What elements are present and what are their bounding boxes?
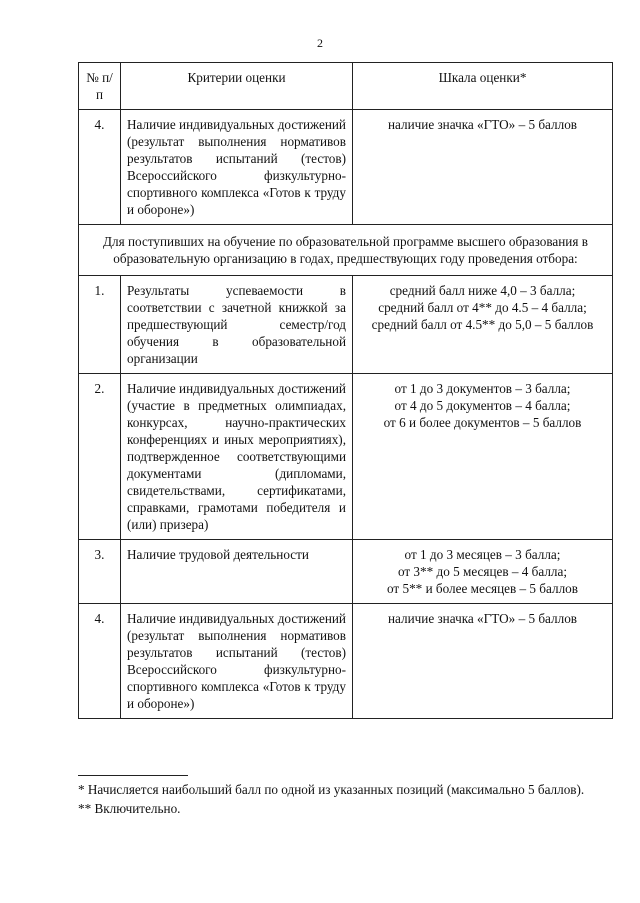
scale-line: средний балл от 4** до 4.5 – 4 балла; bbox=[378, 300, 587, 315]
scale-line: от 1 до 3 месяцев – 3 балла; bbox=[404, 547, 561, 562]
row-criterion: Результаты успеваемости в соответствии с зачетной книжкой за предшествующий семестр/год обучения в образовательной организации bbox=[121, 276, 353, 374]
row-number: 2. bbox=[79, 374, 121, 540]
scale-line: средний балл ниже 4,0 – 3 балла; bbox=[389, 283, 576, 298]
footnote-inclusive: ** Включительно. bbox=[78, 801, 181, 816]
table-row bbox=[79, 604, 613, 719]
row-number: 4. bbox=[79, 110, 121, 225]
section-heading: Для поступивших на обучение по образовательной программе высшего образования в образовательную организацию в годах, предшествующих году проведения отбора: bbox=[79, 225, 613, 276]
table-row bbox=[79, 540, 613, 604]
scale-line: от 3** до 5 месяцев – 4 балла; bbox=[397, 564, 568, 579]
row-scale bbox=[353, 110, 613, 225]
table-row bbox=[79, 374, 613, 540]
row-criterion: Наличие индивидуальных достижений (результат выполнения нормативов результатов испытаний (тестов) Всероссийского физкультурно-спортивного комплекса «Готов к труду и обороне») bbox=[121, 110, 353, 225]
section-heading-row bbox=[79, 225, 613, 276]
page-number: 2 bbox=[317, 36, 323, 50]
scale-line: от 1 до 3 документов – 3 балла; bbox=[394, 381, 571, 396]
row-number: 4. bbox=[79, 604, 121, 719]
scale-line: от 6 и более документов – 5 баллов bbox=[383, 415, 582, 430]
table-row bbox=[79, 276, 613, 374]
row-criterion: Наличие индивидуальных достижений (участие в предметных олимпиадах, конкурсах, научно-практических конференциях и иных мероприятиях), подтвержденное соответствующими документами (дипломами, свидетельствами, сертификатами, справками, грамотами победителя и (или) призера) bbox=[121, 374, 353, 540]
row-scale bbox=[353, 604, 613, 719]
row-scale bbox=[353, 276, 613, 374]
footnotes bbox=[78, 780, 598, 818]
footnote-divider bbox=[78, 775, 188, 776]
scale-line: наличие значка «ГТО» – 5 баллов bbox=[387, 117, 578, 132]
criteria-table bbox=[78, 62, 613, 719]
scale-line: средний балл от 4.5** до 5,0 – 5 баллов bbox=[371, 317, 594, 332]
row-criterion: Наличие трудовой деятельности bbox=[121, 540, 353, 604]
row-criterion: Наличие индивидуальных достижений (результат выполнения нормативов результатов испытаний (тестов) Всероссийского физкультурно-спортивного комплекса «Готов к труду и обороне») bbox=[121, 604, 353, 719]
header-scale: Шкала оценки* bbox=[353, 63, 613, 110]
table-row bbox=[79, 110, 613, 225]
footnote-max-score: * Начисляется наибольший балл по одной из указанных позиций (максимально 5 баллов). bbox=[78, 782, 585, 797]
row-scale bbox=[353, 374, 613, 540]
scale-line: от 4 до 5 документов – 4 балла; bbox=[394, 398, 571, 413]
row-number: 3. bbox=[79, 540, 121, 604]
row-number: 1. bbox=[79, 276, 121, 374]
scale-line: наличие значка «ГТО» – 5 баллов bbox=[387, 611, 578, 626]
row-scale bbox=[353, 540, 613, 604]
header-criteria: Критерии оценки bbox=[121, 63, 353, 110]
table-header-row bbox=[79, 63, 613, 110]
header-number: № п/п bbox=[79, 63, 121, 110]
scale-line: от 5** и более месяцев – 5 баллов bbox=[387, 581, 578, 596]
